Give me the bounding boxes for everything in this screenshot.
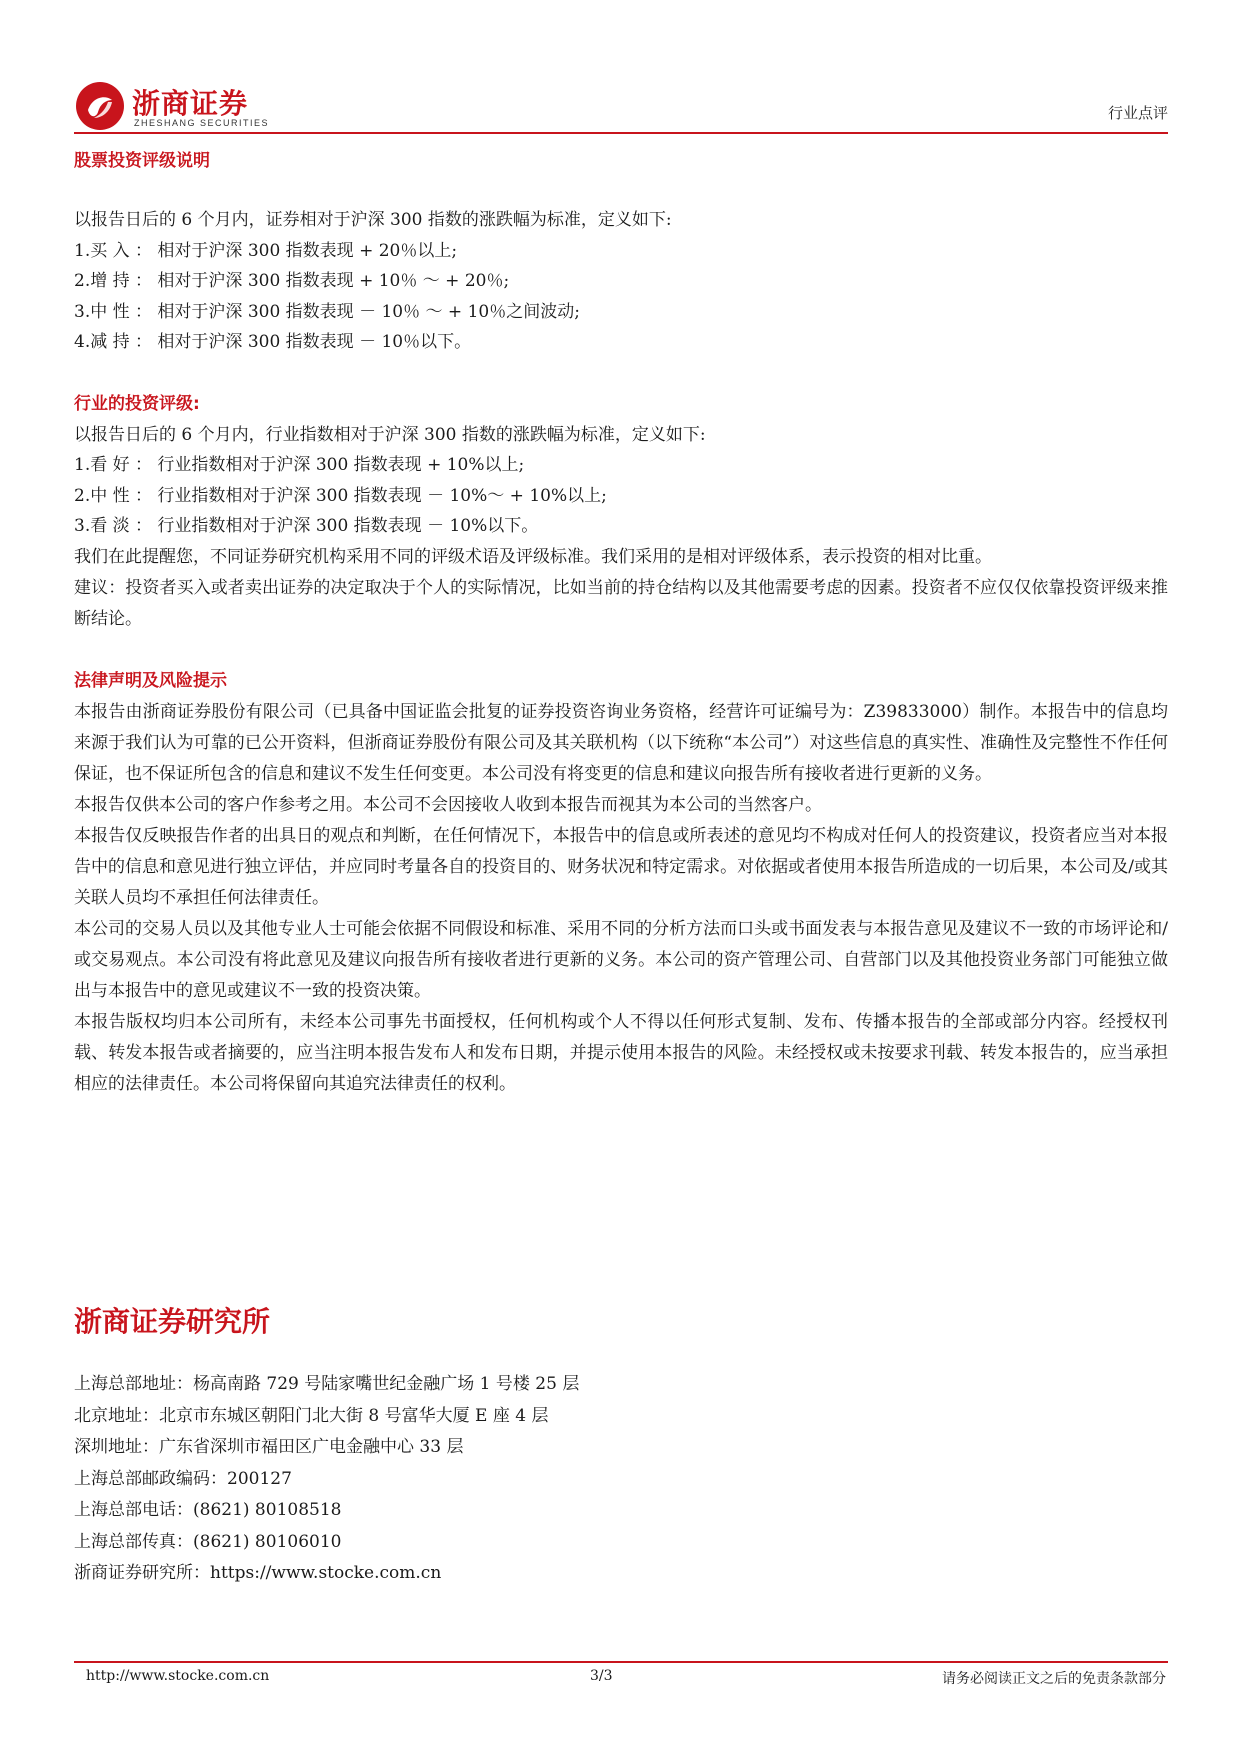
logo-text: 浙商证券 bbox=[132, 87, 249, 120]
header-divider bbox=[74, 132, 1168, 134]
rating-note: 我们在此提醒您，不同证券研究机构采用不同的评级术语及评级标准。我们采用的是相对评级体系，表示投资的相对比重。 bbox=[74, 546, 992, 567]
contact-list bbox=[74, 1369, 579, 1590]
contact-fax: 上海总部传真：(8621) 80106010 bbox=[74, 1531, 342, 1552]
section-title-industry-rating: 行业的投资评级: bbox=[74, 393, 200, 414]
stock-rating-item: 3.中 性 ： 相对于沪深 300 指数表现 － 10％ ～ + 10％之间波动; bbox=[74, 301, 580, 322]
institute-title: 浙商证券研究所 bbox=[74, 1305, 271, 1338]
page-number: 3/3 bbox=[590, 1668, 613, 1684]
industry-rating-item: 1.看 好 ： 行业指数相对于沪深 300 指数表现 + 10%以上; bbox=[74, 455, 525, 475]
contact-shenzhen-address: 深圳地址：广东省深圳市福田区广电金融中心 33 层 bbox=[74, 1437, 464, 1457]
legal-paragraph: 本公司的交易人员以及其他专业人士可能会依据不同假设和标准、采用不同的分析方法而口头或书面发表与本报告意见及建议不一致的市场评论和/或交易观点。本公司没有将此意见及建议向报告所有接收者进行更新的义务。本公司的资产管理公司、自营部门以及其他投资业务部门可能独立做出与本报告中的意见或建议不一致的投资决策。 bbox=[74, 918, 1168, 1001]
contact-beijing-address: 北京地址：北京市东城区朝阳门北大街 8 号富华大厦 E 座 4 层 bbox=[74, 1405, 549, 1426]
industry-rating-item: 3.看 淡 ： 行业指数相对于沪深 300 指数表现 － 10%以下。 bbox=[74, 516, 539, 536]
section-title-stock-rating: 股票投资评级说明 bbox=[74, 151, 210, 171]
footer-url: http://www.stocke.com.cn bbox=[86, 1668, 270, 1684]
legal-paragraph: 本报告由浙商证券股份有限公司（已具备中国证监会批复的证券投资咨询业务资格，经营许可证编号为：Z39833000）制作。本报告中的信息均来源于我们认为可靠的已公开资料，但浙商证券股份有限公司及其关联机构（以下统称“本公司”）对这些信息的真实性、准确性及完整性不作任何保证，也不保证所包含的信息和建议不发生任何变更。本公司没有将变更的信息和建议向报告所有接收者进行更新的义务。 bbox=[74, 701, 1168, 784]
footer-divider bbox=[74, 1661, 1168, 1663]
contact-website: 浙商证券研究所：https://www.stocke.com.cn bbox=[74, 1563, 442, 1583]
stock-rating-item: 4.减 持 ： 相对于沪深 300 指数表现 － 10％以下。 bbox=[74, 332, 472, 352]
industry-rating-item: 2.中 性 ： 行业指数相对于沪深 300 指数表现 － 10%～ + 10%以上; bbox=[74, 485, 607, 506]
logo-subtext: ZHESHANG SECURITIES bbox=[134, 118, 270, 128]
contact-postcode: 上海总部邮政编码：200127 bbox=[74, 1468, 292, 1489]
page-header bbox=[74, 72, 1168, 132]
rating-advice: 建议：投资者买入或者卖出证券的决定取决于个人的实际情况，比如当前的持仓结构以及其他需要考虑的因素。投资者不应仅仅依靠投资评级来推断结论。 bbox=[74, 577, 1168, 629]
legal-paragraph: 本报告仅反映报告作者的出具日的观点和判断，在任何情况下，本报告中的信息或所表述的意见均不构成对任何人的投资建议，投资者应当对本报告中的信息和意见进行独立评估，并应同时考量各自的投资目的、财务状况和特定需求。对依据或者使用本报告所造成的一切后果，本公司及/或其关联人员均不承担任何法律责任。 bbox=[74, 825, 1168, 908]
contact-shanghai-address: 上海总部地址：杨高南路 729 号陆家嘴世纪金融广场 1 号楼 25 层 bbox=[74, 1374, 580, 1394]
company-logo-icon bbox=[74, 80, 126, 132]
legal-paragraph: 本报告版权均归本公司所有，未经本公司事先书面授权，任何机构或个人不得以任何形式复制、发布、传播本报告的全部或部分内容。经授权刊载、转发本报告或者摘要的，应当注明本报告发布人和发布日期，并提示使用本报告的风险。未经授权或未按要求刊载、转发本报告的，应当承担相应的法律责任。本公司将保留向其追究法律责任的权利。 bbox=[74, 1011, 1168, 1094]
stock-rating-item: 1.买 入 ： 相对于沪深 300 指数表现 + 20％以上; bbox=[74, 240, 458, 261]
contact-phone: 上海总部电话：(8621) 80108518 bbox=[74, 1500, 342, 1520]
industry-rating-intro: 以报告日后的 6 个月内，行业指数相对于沪深 300 指数的涨跌幅为标准，定义如下: bbox=[74, 424, 706, 445]
footer-disclaimer: 请务必阅读正文之后的免责条款部分 bbox=[942, 1671, 1166, 1687]
legal-paragraph: 本报告仅供本公司的客户作参考之用。本公司不会因接收人收到本报告而视其为本公司的当然客户。 bbox=[74, 794, 822, 815]
section-title-legal: 法律声明及风险提示 bbox=[74, 670, 227, 691]
stock-rating-item: 2.增 持 ： 相对于沪深 300 指数表现 + 10％ ～ + 20％; bbox=[74, 271, 510, 291]
report-type-label: 行业点评 bbox=[1107, 104, 1168, 122]
main-content bbox=[74, 145, 1168, 1100]
stock-rating-intro: 以报告日后的 6 个月内，证券相对于沪深 300 指数的涨跌幅为标准，定义如下: bbox=[74, 210, 672, 230]
